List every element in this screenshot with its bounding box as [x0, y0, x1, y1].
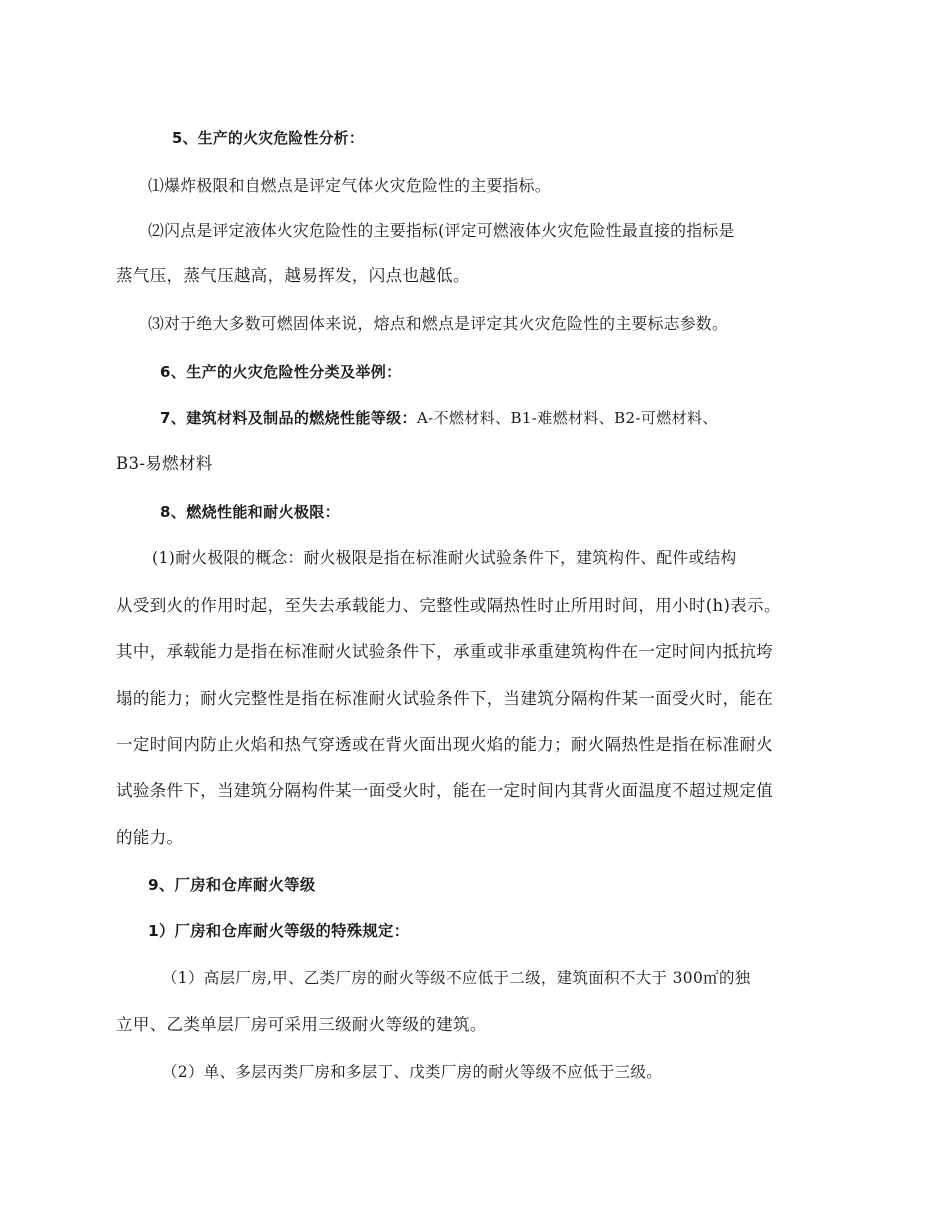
paragraph-8-line-3: 其中，承载能力是指在标准耐火试验条件下，承重或非承重建筑构件在一定时间内抵抗垮 — [116, 642, 774, 661]
paragraph-3: ⑶对于绝大多数可燃固体来说，熔点和燃点是评定其火灾危险性的主要标志参数。 — [148, 314, 729, 333]
heading-7-grades: A-不燃材料、B1-难燃材料、B2-可燃材料、 — [416, 409, 718, 427]
heading-7 — [160, 407, 890, 429]
heading-5: 5、生产的火灾危险性分析： — [172, 130, 365, 147]
paragraph-1: ⑴爆炸极限和自燃点是评定气体火灾危险性的主要指标。 — [148, 176, 551, 195]
heading-7-label: 7、建筑材料及制品的燃烧性能等级： — [160, 409, 417, 427]
heading-7-line-2: B3-易燃材料 — [116, 454, 213, 473]
paragraph-9-2: （2）单、多层丙类厂房和多层丁、戊类厂房的耐火等级不应低于三级。 — [162, 1063, 663, 1081]
heading-6: 6、生产的火灾危险性分类及举例： — [160, 363, 402, 381]
paragraph-8-line-6: 试验条件下，当建筑分隔构件某一面受火时，能在一定时间内其背火面温度不超过规定值 — [116, 781, 774, 800]
paragraph-2-line-2: 蒸气压，蒸气压越高，越易挥发，闪点也越低。 — [116, 266, 470, 285]
paragraph-9-1-line-2: 立甲、乙类单层厂房可采用三级耐火等级的建筑。 — [116, 1015, 487, 1034]
paragraph-8-line-2: 从受到火的作用时起，至失去承载能力、完整性或隔热性时止所用时间，用小时(h)表示。 — [116, 596, 781, 615]
paragraph-8-line-5: 一定时间内防止火焰和热气穿透或在背火面出现火焰的能力；耐火隔热性是指在标准耐火 — [116, 735, 774, 754]
heading-9: 9、厂房和仓库耐火等级 — [148, 876, 316, 894]
heading-8: 8、燃烧性能和耐火极限： — [160, 503, 341, 521]
paragraph-8-line-1: (1)耐火极限的概念：耐火极限是指在标准耐火试验条件下，建筑构件、配件或结构 — [152, 548, 737, 567]
paragraph-8-line-7: 的能力。 — [116, 828, 184, 847]
paragraph-8-line-4: 塌的能力；耐火完整性是指在标准耐火试验条件下，当建筑分隔构件某一面受火时，能在 — [116, 689, 774, 708]
paragraph-9-1-line-1: （1）高层厂房,甲、乙类厂房的耐火等级不应低于二级，建筑面积不大于 300㎡的独 — [162, 969, 751, 987]
paragraph-2-line-1: ⑵闪点是评定液体火灾危险性的主要指标(评定可燃液体火灾危险性最直接的指标是 — [148, 221, 735, 240]
heading-9-1: 1）厂房和仓库耐火等级的特殊规定： — [148, 922, 410, 940]
